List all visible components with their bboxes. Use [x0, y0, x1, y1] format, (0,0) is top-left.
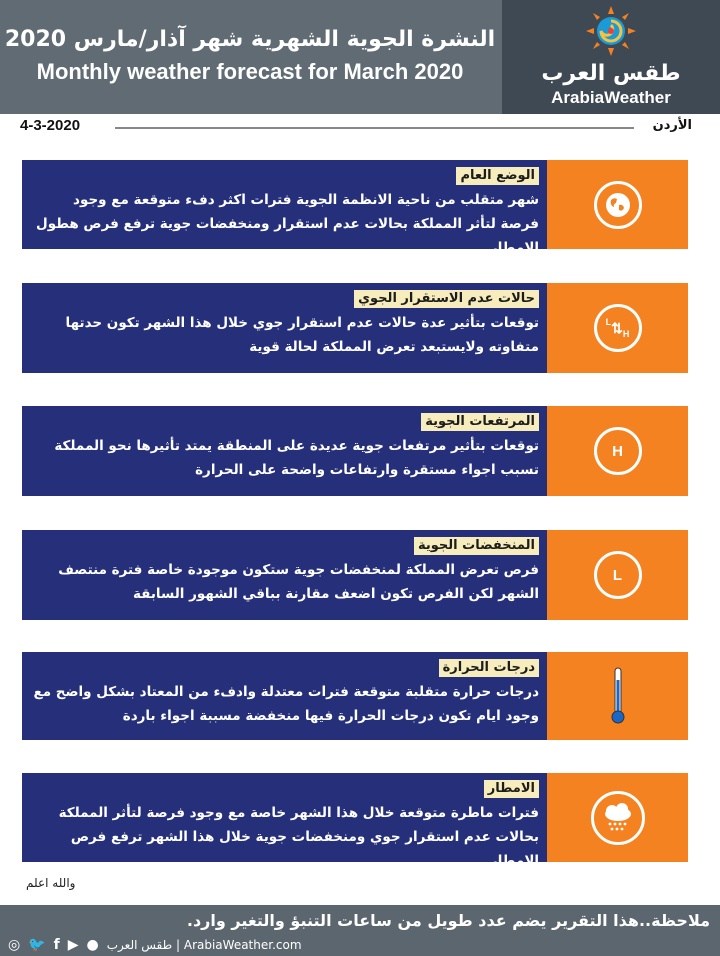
report-date: 4-3-2020 — [20, 117, 81, 134]
section-text — [22, 160, 547, 256]
section-text — [22, 530, 547, 620]
title-arabic: النشرة الجوية الشهرية شهر آذار/مارس 2020 — [4, 27, 496, 52]
section-title: الوضع العام — [456, 167, 539, 185]
logo-text-arabic: طقس العرب — [541, 61, 681, 86]
rain-cloud-icon — [591, 791, 645, 845]
apple-icon[interactable]: ● — [86, 937, 99, 953]
section-low-pressure — [22, 530, 688, 620]
instagram-icon[interactable]: ◎ — [8, 937, 21, 953]
title-english: Monthly weather forecast for March 2020 — [36, 59, 464, 84]
footer-note: ملاحظة..هذا التقرير يضم عدد طويل من ساعات التنبؤ والتغير وارد. — [186, 911, 710, 930]
section-title: المرتفعات الجوية — [421, 413, 539, 431]
section-title: درجات الحرارة — [439, 659, 539, 677]
social-links — [8, 937, 302, 953]
section-high-pressure — [22, 406, 688, 496]
section-text — [22, 652, 547, 740]
sun-swirl-logo-icon — [585, 5, 637, 57]
section-body: توقعات بتأثير مرتفعات جوية عديدة على المنطقة يمتد تأثيرها نحو المملكة تسبب اجواء مستقرة وارتفاعات واضحة على الحرارة — [54, 438, 539, 478]
facebook-icon[interactable]: f — [53, 937, 60, 953]
section-body: درجات حرارة متقلبة متوقعة فترات معتدلة وادفء من المعتاد بشكل واضح مع وجود ايام تكون درجات الحرارة فيها منخفضة مسببة اجواء باردة — [33, 684, 539, 724]
divider — [115, 127, 634, 129]
date-row — [20, 117, 692, 137]
section-temperature — [22, 652, 688, 740]
section-icon-panel — [547, 652, 688, 740]
section-text — [22, 406, 547, 496]
section-body: فترات ماطرة متوقعة خلال هذا الشهر خاصة مع وجود فرصة لتأثر المملكة بحالات عدم استقرار جوي ومنخفضات جوية خلال هذا الشهر ترفع فرص الامطار — [58, 805, 539, 869]
logo-text-english: ArabiaWeather — [551, 88, 671, 107]
header-title-block — [0, 0, 500, 114]
section-body: توقعات بتأثير عدة حالات عدم استقرار جوي خلال هذا الشهر تكون حدتها متفاوته ولايستبعد تعرض المملكة لحالة قوية — [65, 315, 539, 355]
section-icon-panel — [547, 283, 688, 373]
thermometer-icon — [608, 666, 628, 726]
section-title: الامطار — [484, 780, 539, 798]
section-body: شهر متقلب من ناحية الانظمة الجوية فترات اكثر دفء متوقعة مع وجود فرصة لتأثر المملكة بحالات عدم استقرار ومنخفضات جوية ترفع فرص هطول الامطار — [36, 192, 539, 256]
section-icon-panel — [547, 773, 688, 862]
signoff: والله اعلم — [26, 876, 76, 890]
google-play-icon[interactable]: ▶ — [67, 937, 79, 953]
section-icon-panel — [547, 160, 688, 249]
section-rain — [22, 773, 688, 869]
arrows-icon: ⇅ — [611, 319, 623, 336]
section-icon-panel — [547, 406, 688, 496]
section-title: حالات عدم الاستقرار الجوي — [354, 290, 539, 308]
low-pressure-icon: L — [594, 551, 642, 599]
high-pressure-icon: H — [594, 427, 642, 475]
globe-icon — [594, 181, 642, 229]
section-general-situation — [22, 160, 688, 256]
footer — [0, 905, 720, 956]
section-instability — [22, 283, 688, 373]
section-text — [22, 773, 547, 869]
section-icon-panel — [547, 530, 688, 620]
low-letter: L — [605, 317, 612, 327]
twitter-icon[interactable]: 🐦 — [28, 937, 46, 953]
logo[interactable] — [502, 0, 720, 114]
section-body: فرص تعرض المملكة لمنخفضات جوية ستكون موجودة خاصة فترة منتصف الشهر لكن الفرص تكون اضعف مقارنة بباقي الشهور السابقة — [58, 562, 539, 602]
header — [0, 0, 720, 114]
section-title: المنخفضات الجوية — [414, 537, 539, 555]
high-letter: H — [622, 329, 630, 339]
section-text — [22, 283, 547, 373]
country-label: الأردن — [652, 118, 692, 133]
footer-brand[interactable]: طقس العرب | ArabiaWeather.com — [106, 938, 302, 952]
instability-icon — [594, 304, 642, 352]
